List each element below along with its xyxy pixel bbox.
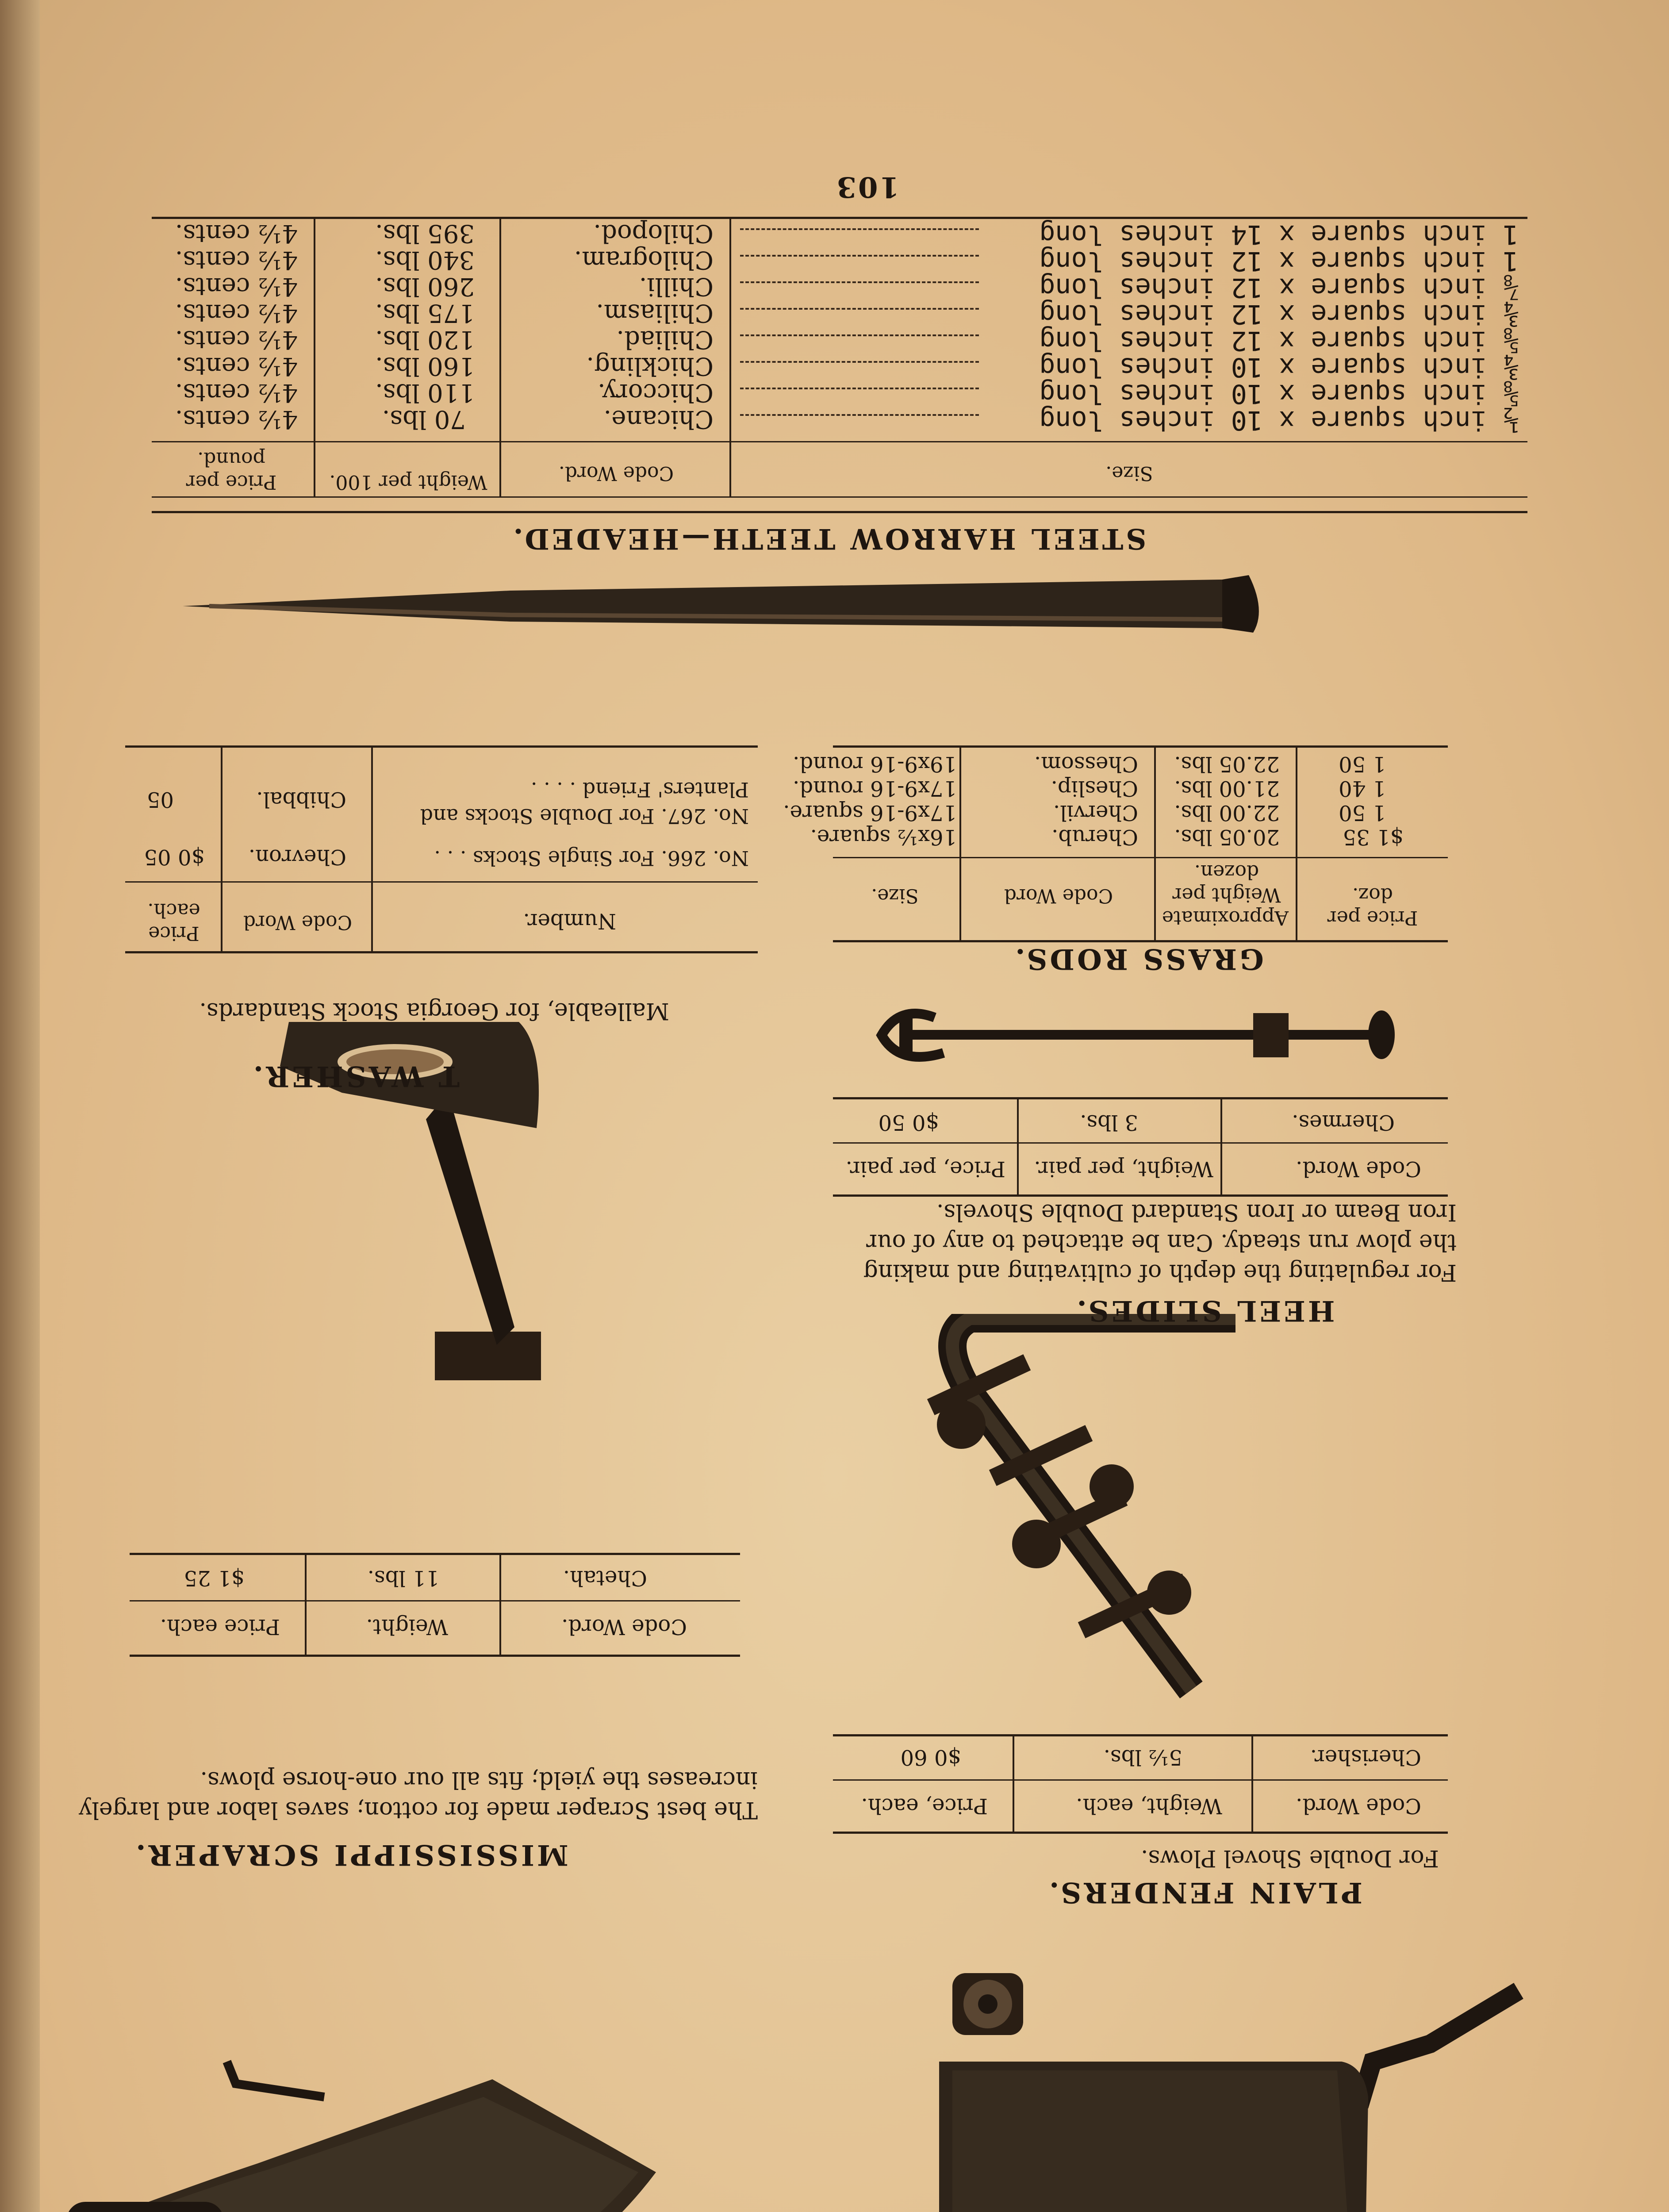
- heel-code: Chermes.: [1292, 1110, 1395, 1135]
- harrow-row-weight: 70 lbs.: [382, 405, 466, 434]
- harrow-row-code: Chiliad.: [616, 325, 714, 354]
- harrow-row-size: ⅞ inch square x 12 inches long: [1039, 272, 1519, 303]
- harrow-row-weight: 175 lbs.: [375, 299, 475, 327]
- fenders-price: $0 60: [900, 1745, 961, 1770]
- harrow-col-weight: Weight per 100.: [329, 471, 487, 493]
- harrow-row-price: 4½ cents.: [175, 272, 298, 301]
- leader-dots: [740, 281, 979, 283]
- harrow-row-weight: 120 lbs.: [375, 325, 475, 354]
- harrow-row-code: Chiccory.: [597, 378, 714, 407]
- harrow-row-size: 1 inch square x 12 inches long: [1039, 246, 1519, 276]
- harrow-row-size: ¾ inch square x 10 inches long: [1039, 352, 1519, 383]
- scraper-col-code: Code Word.: [561, 1614, 687, 1639]
- harrow-table-mid: [152, 441, 1527, 442]
- harrow-row-price: 4½ cents.: [175, 352, 298, 380]
- grass-col-weight: Approximate Weight per dozen.: [1162, 860, 1289, 929]
- fenders-col-divider: [1013, 1736, 1014, 1834]
- grass-row-size: 17x9-16 round.: [793, 776, 957, 801]
- harrow-row-code: Chickling.: [586, 352, 714, 380]
- grass-table-bottom: [833, 745, 1448, 748]
- grass-row-price: 1 40: [1339, 776, 1386, 801]
- washer-col-code: Code Word: [243, 911, 353, 933]
- fenders-table-bottom: [833, 1734, 1448, 1736]
- scraper-col-divider: [305, 1555, 307, 1657]
- washer-row-1-code: Chevron.: [248, 845, 346, 869]
- heel-col-price: Price, per pair.: [845, 1156, 1005, 1181]
- grass-row-size: 16x½ square.: [810, 825, 957, 849]
- washer-table-bottom: [125, 745, 758, 748]
- scraper-table-top: [130, 1655, 740, 1657]
- plain-fenders-title: PLAIN FENDERS.: [1047, 1876, 1362, 1909]
- grass-row-code: Chervil.: [1053, 800, 1138, 825]
- heel-price: $0 50: [878, 1110, 939, 1135]
- harrow-row-size: ⅝ inch square x 12 inches long: [1039, 325, 1519, 356]
- grass-row-weight: 22.05 lbs.: [1174, 752, 1280, 776]
- washer-table-mid: [125, 881, 758, 883]
- scraper-col-price: Price each.: [160, 1614, 280, 1639]
- washer-row-1-number: No. 266. For Single Stocks . . .: [434, 846, 749, 870]
- grass-col-divider: [1296, 748, 1297, 942]
- harrow-tooth-illustration: [174, 562, 1262, 664]
- washer-col-divider: [221, 748, 223, 953]
- grass-row-code: Chessom.: [1034, 752, 1138, 776]
- washer-row-2-price: 05: [146, 787, 174, 812]
- harrow-col-divider: [729, 219, 731, 498]
- harrow-row-size: ¾ inch square x 12 inches long: [1039, 299, 1519, 330]
- harrow-col-divider: [499, 219, 501, 498]
- scraper-table-mid: [130, 1600, 740, 1601]
- scraper-table-bottom: [130, 1553, 740, 1555]
- fenders-col-price: Price, each.: [861, 1793, 988, 1818]
- scraper-price: $1 25: [184, 1566, 245, 1590]
- heel-col-divider: [1220, 1099, 1222, 1197]
- leader-dots: [740, 361, 979, 363]
- scraper-code: Chetah.: [563, 1566, 647, 1590]
- harrow-row-code: Chilli.: [639, 272, 714, 301]
- leader-dots: [740, 388, 979, 389]
- harrow-row-price: 4½ cents.: [175, 219, 298, 248]
- washer-row-2-code: Chibbal.: [256, 787, 346, 812]
- harrow-col-size: Size.: [1105, 462, 1153, 484]
- t-washer-subtitle: Malleable, for Georgia Stock Standards.: [199, 998, 669, 1024]
- plain-fender-illustration: [904, 1920, 1532, 2212]
- harrow-row-code: Chiliasm.: [596, 299, 714, 327]
- scraper-description: The best Scraper made for cotton; saves labor and largely increases the yield; fits all our one-horse plows.: [78, 1767, 758, 1823]
- grass-col-divider: [1154, 748, 1156, 942]
- heel-slide-illustration: [837, 1314, 1244, 1734]
- leader-dots: [740, 228, 979, 230]
- fenders-col-code: Code Word.: [1296, 1793, 1421, 1818]
- grass-rod-illustration: [855, 987, 1412, 1084]
- heel-slides-description: For regulating the depth of cultivating and making the plow run steady. Can be attached to any of our Iron Beam or Iron Standard Double Shovels.: [863, 1199, 1457, 1286]
- harrow-row-size: 1 inch square x 14 inches long: [1039, 219, 1519, 250]
- harrow-col-divider: [314, 219, 315, 498]
- fenders-weight: 5½ lbs.: [1103, 1745, 1182, 1770]
- harrow-row-weight: 260 lbs.: [375, 272, 475, 301]
- grass-row-price: $1 35: [1343, 825, 1404, 849]
- page-edge: [0, 0, 40, 2212]
- washer-row-1-price: $0 05: [144, 845, 205, 869]
- washer-table-top: [125, 951, 758, 953]
- heel-slides-title: HEEL SLIDES.: [1074, 1294, 1335, 1327]
- leader-dots: [740, 255, 979, 257]
- leader-dots: [740, 308, 979, 310]
- grass-row-size: 19x9-16 round.: [793, 752, 957, 776]
- harrow-col-code: Code Word.: [558, 462, 674, 484]
- fenders-table-top: [833, 1832, 1448, 1834]
- harrow-row-price: 4½ cents.: [175, 299, 298, 327]
- harrow-row-weight: 160 lbs.: [375, 352, 475, 380]
- harrow-row-code: Chilopod.: [593, 219, 714, 248]
- grass-row-size: 17x9-16 square.: [783, 800, 957, 825]
- harrow-row-code: Chicane.: [603, 405, 714, 434]
- harrow-teeth-title: STEEL HARROW TEETH—HEADED.: [510, 522, 1147, 555]
- harrow-col-price: Price per pound.: [186, 448, 277, 493]
- fenders-code: Cherisher.: [1310, 1745, 1421, 1770]
- grass-col-code: Code Word: [1004, 884, 1113, 907]
- heel-table-top: [833, 1194, 1448, 1197]
- page-number: 103: [835, 170, 899, 204]
- heel-col-divider: [1017, 1099, 1019, 1197]
- harrow-row-price: 4½ cents.: [175, 405, 298, 434]
- grass-col-price: Price per doz.: [1327, 883, 1418, 929]
- mississippi-scraper-illustration: [68, 1902, 678, 2212]
- grass-table-top: [833, 940, 1448, 942]
- harrow-row-weight: 340 lbs.: [375, 246, 475, 274]
- heel-col-weight: Weight, per pair.: [1034, 1156, 1213, 1181]
- harrow-row-size: ⅝ inch square x 10 inches long: [1039, 378, 1519, 409]
- grass-col-size: Size.: [871, 884, 919, 907]
- harrow-row-weight: 110 lbs.: [375, 378, 475, 407]
- scraper-weight: 11 lbs.: [367, 1566, 439, 1590]
- grass-row-price: 1 50: [1339, 752, 1386, 776]
- grass-rods-title: GRASS RODS.: [1013, 942, 1264, 975]
- grass-row-code: Cheslip.: [1051, 776, 1138, 801]
- harrow-table-top-inner: [152, 496, 1527, 498]
- harrow-row-code: Chilogram.: [574, 246, 714, 274]
- harrow-row-size: ½ inch square x 10 inches long: [1039, 405, 1519, 436]
- t-washer-title: T WASHER.: [250, 1060, 460, 1093]
- fenders-col-divider: [1251, 1736, 1253, 1834]
- harrow-row-price: 4½ cents.: [175, 378, 298, 407]
- fenders-col-weight: Weight, each.: [1076, 1793, 1222, 1818]
- washer-col-divider: [371, 748, 373, 953]
- grass-row-weight: 21.00 lbs.: [1174, 776, 1280, 801]
- washer-col-price: Price each.: [147, 899, 200, 945]
- scraper-col-weight: Weight.: [366, 1614, 448, 1639]
- grass-table-mid: [833, 857, 1448, 858]
- washer-col-number: Number.: [523, 909, 616, 933]
- heel-weight: 3 lbs.: [1080, 1110, 1138, 1135]
- scraper-title: MISSISSIPPI SCRAPER.: [133, 1838, 568, 1871]
- grass-row-code: Cherub.: [1051, 825, 1138, 849]
- harrow-row-weight: 395 lbs.: [375, 219, 475, 248]
- heel-table-mid: [833, 1142, 1448, 1144]
- grass-col-divider: [959, 748, 961, 942]
- heel-col-code: Code Word.: [1296, 1156, 1421, 1181]
- washer-row-2-number: No. 267. For Double Stocks and Planters' Friend . . . .: [420, 778, 749, 828]
- harrow-row-price: 4½ cents.: [175, 246, 298, 274]
- plain-fenders-subtitle: For Double Shovel Plows.: [1140, 1845, 1439, 1871]
- harrow-row-price: 4½ cents.: [175, 325, 298, 354]
- grass-row-weight: 20.05 lbs.: [1174, 825, 1280, 849]
- leader-dots: [740, 334, 979, 336]
- grass-row-price: 1 50: [1339, 800, 1386, 825]
- scraper-col-divider: [499, 1555, 501, 1657]
- fenders-table-mid: [833, 1779, 1448, 1781]
- grass-row-weight: 22.00 lbs.: [1174, 800, 1280, 825]
- leader-dots: [740, 414, 979, 416]
- harrow-table-top: [152, 511, 1527, 513]
- heel-table-bottom: [833, 1097, 1448, 1099]
